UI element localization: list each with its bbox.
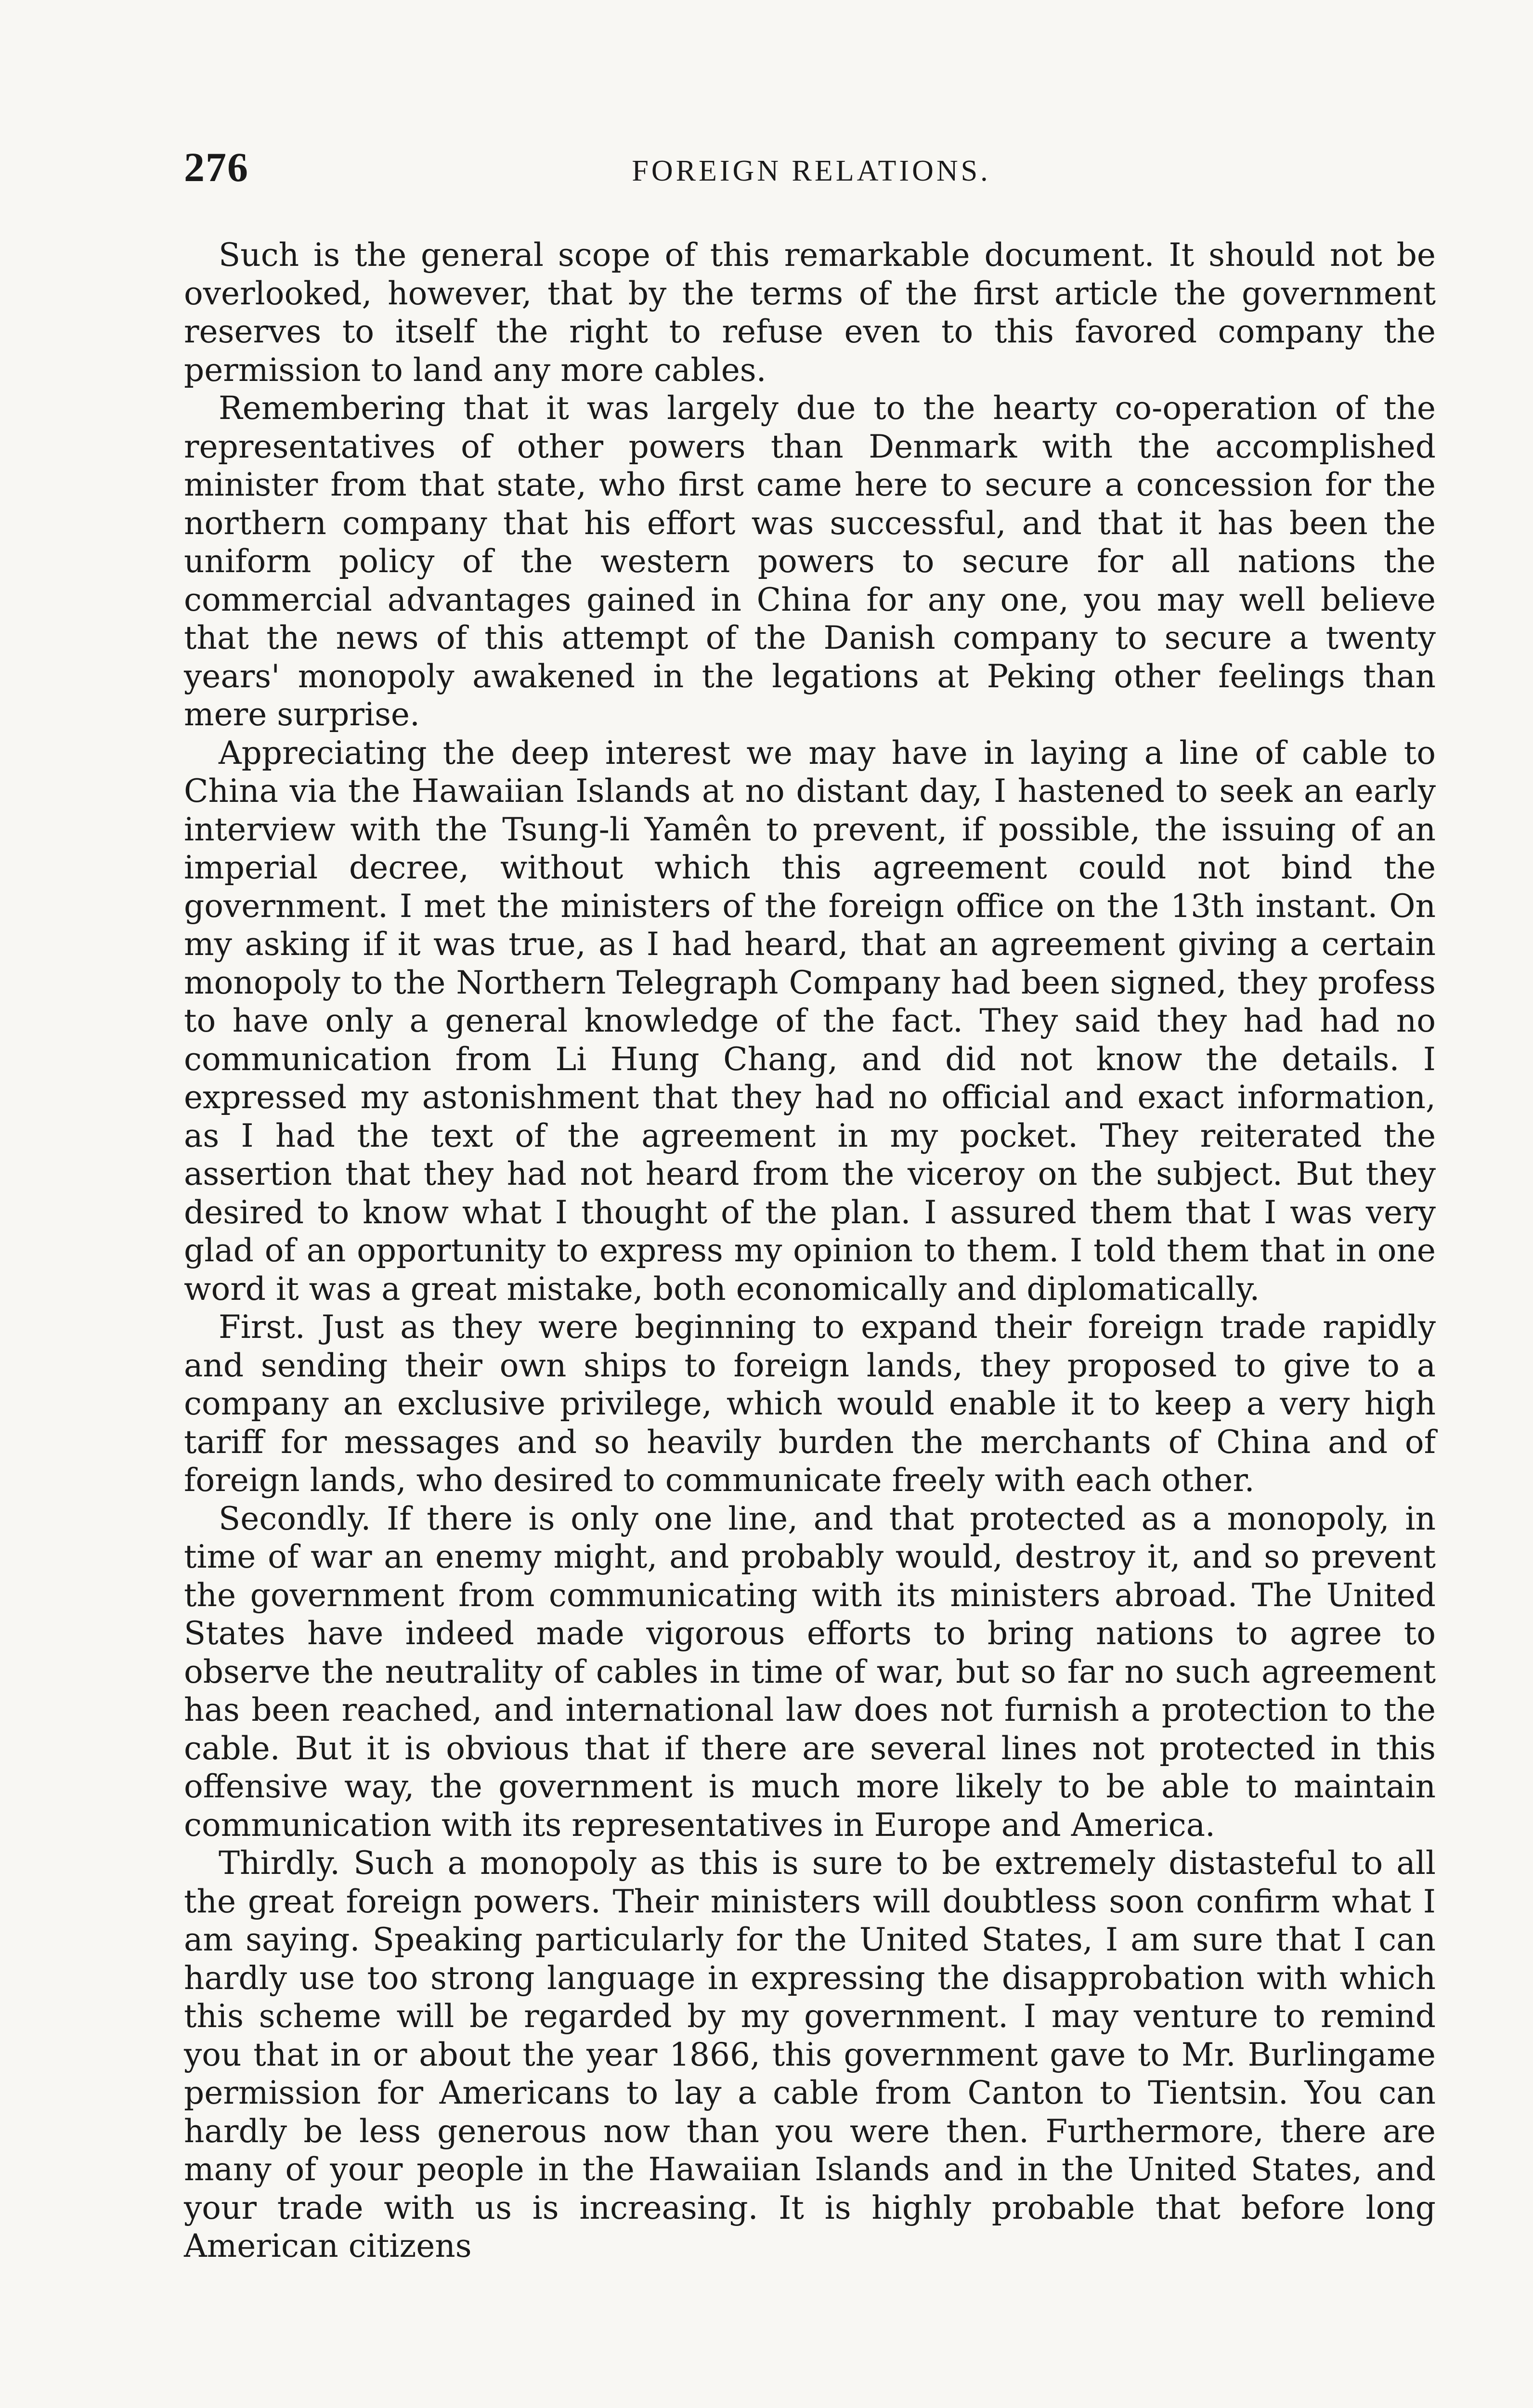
- paragraph-appreciating: Appreciating the deep interest we may have in laying a line of cable to China via the Hawaiian Islands at no distant day, I hastened to seek an early interview with the Tsung-li Yamên to prevent, if possible, the issuing of an imperial decree, without which this agreement could not bind the government. I met the ministers of the foreign office on the 13th instant. On my asking if it was true, as I had heard, that an agreement giving a certain monopoly to the Northern Telegraph Company had been signed, they profess to have only a general knowledge of the fact. They said they had had no communication from Li Hung Chang, and did not know the details. I expressed my astonishment that they had no official and exact information, as I had the text of the agreement in my pocket. They reiterated the assertion that they had not heard from the viceroy on the subject. But they desired to know what I thought of the plan. I assured them that I was very glad of an opportunity to express my opinion to them. I told them that in one word it was a great mistake, both economically and diplomatically.: [184, 734, 1436, 1308]
- paragraph-scope: Such is the general scope of this remarkable document. It should not be overlooked, however, that by the terms of the first article the government reserves to itself the right to refuse even to this favored company the permission to land any more cables.: [184, 236, 1436, 389]
- page-header: [184, 141, 1439, 198]
- paragraph-secondly: Secondly. If there is only one line, and that protected as a monopoly, in time of war an enemy might, and probably would, destroy it, and so prevent the government from communicating with its ministers abroad. The United States have indeed made vigorous efforts to bring nations to agree to observe the neutrality of cables in time of war, but so far no such agreement has been reached, and international law does not furnish a protection to the cable. But it is obvious that if there are several lines not protected in this offensive way, the government is much more likely to be able to maintain communication with its representatives in Europe and America.: [184, 1500, 1436, 1844]
- page-number: 276: [184, 144, 249, 190]
- paragraph-remembering: Remembering that it was largely due to the hearty co-operation of the representatives of other powers than Denmark with the accomplished minister from that state, who first came here to secure a concession for the northern company that his effort was successful, and that it has been the uniform policy of the western powers to secure for all nations the commercial advantages gained in China for any one, you may well believe that the news of this attempt of the Danish company to secure a twenty years' monopoly awakened in the legations at Peking other feelings than mere surprise.: [184, 390, 1436, 733]
- paragraph-first: First. Just as they were beginning to expand their foreign trade rapidly and sending their own ships to foreign lands, they proposed to give to a company an exclusive privilege, which would enable it to keep a very high tariff for messages and so heavily burden the merchants of China and of foreign lands, who desired to communicate freely with each other.: [184, 1309, 1436, 1499]
- paragraph-thirdly: Thirdly. Such a monopoly as this is sure to be extremely distasteful to all the great foreign powers. Their ministers will doubtless soon confirm what I am saying. Speaking particularly for the United States, I am sure that I can hardly use too strong language in expressing the disapprobation with which this scheme will be regarded by my government. I may venture to remind you that in or about the year 1866, this government gave to Mr. Burlingame permission for Americans to lay a cable from Canton to Tientsin. You can hardly be less generous now than you were then. Furthermore, there are many of your people in the Hawaiian Islands and in the United States, and your trade with us is increasing. It is highly probable that before long American citizens: [184, 1845, 1436, 2264]
- running-title: FOREIGN RELATIONS.: [632, 155, 991, 187]
- body-text: [184, 236, 1436, 2265]
